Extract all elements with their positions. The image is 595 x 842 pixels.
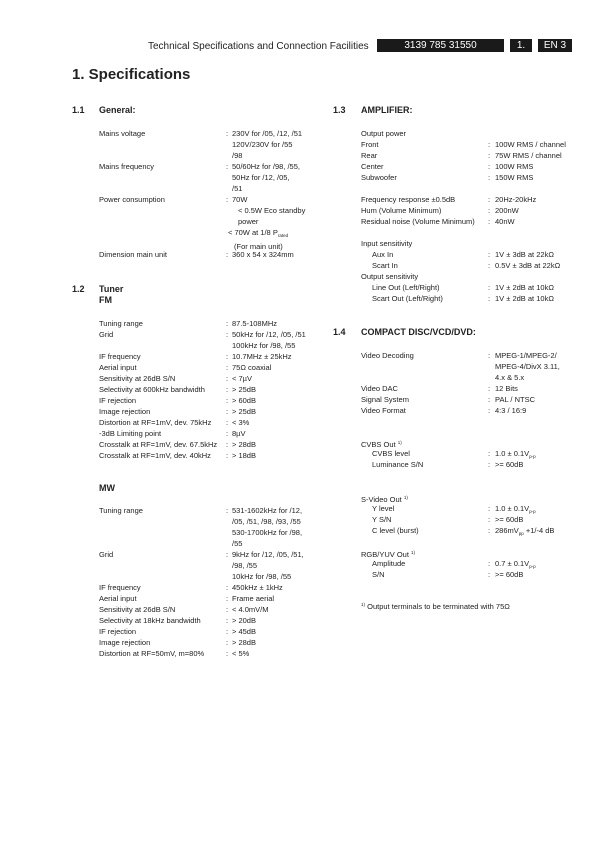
- document-code-badge: 3139 785 31550: [377, 39, 504, 52]
- spec-label: Scart Out (Left/Right): [372, 294, 443, 303]
- colon: :: [488, 449, 491, 458]
- spec-label: IF frequency: [99, 352, 141, 361]
- spec-label: Distortion at RF=1mV, dev. 75kHz: [99, 418, 212, 427]
- spec-label: Center: [361, 162, 384, 171]
- spec-label: -3dB Limiting point: [99, 429, 162, 438]
- subsection-title-fm: FM: [99, 295, 112, 305]
- spec-label: Video Format: [361, 406, 406, 415]
- colon: :: [488, 173, 491, 182]
- colon: :: [488, 384, 491, 393]
- colon: :: [488, 195, 491, 204]
- spec-value: < 5%: [232, 649, 250, 658]
- spec-value: 230V for /05, /12, /51 120V/230V for /55 /98: [232, 129, 303, 160]
- spec-value: 1V ± 2dB at 10kΩ: [495, 283, 554, 292]
- spec-value: >= 60dB: [495, 515, 524, 524]
- spec-value: 4:3 / 16:9: [495, 406, 527, 415]
- group-label-cvbs-out: CVBS Out $^{1)}$: [361, 440, 402, 449]
- spec-value: > 28dB: [232, 638, 256, 647]
- spec-value: < 3%: [232, 418, 250, 427]
- spec-value: > 20dB: [232, 616, 256, 625]
- spec-value: > 28dB: [232, 440, 256, 449]
- spec-value: 75Ω coaxial: [232, 363, 272, 372]
- colon: :: [488, 559, 491, 568]
- spec-value: 10.7MHz ± 25kHz: [232, 352, 292, 361]
- colon: :: [488, 283, 491, 292]
- group-label-output-sensitivity: Output sensitivity: [361, 272, 419, 281]
- spec-label: Video DAC: [361, 384, 398, 393]
- header-title: Technical Specifications and Connection Facilities: [148, 41, 369, 52]
- colon: :: [488, 460, 491, 469]
- colon: :: [226, 162, 229, 171]
- spec-value: 200nW: [495, 206, 519, 215]
- colon: :: [226, 429, 229, 438]
- spec-label: Aerial input: [99, 594, 137, 603]
- colon: :: [488, 351, 491, 360]
- colon: :: [226, 627, 229, 636]
- spec-value: 360 x 54 x 324mm: [232, 250, 294, 259]
- colon: :: [226, 440, 229, 449]
- footnote: $^{1)}$ Output terminals to be terminated with 75Ω: [361, 602, 510, 611]
- spec-value: 50/60Hz for /98, /55, 50Hz for /12, /05, /51: [232, 162, 300, 193]
- spec-label: Scart In: [372, 261, 398, 270]
- subsection-title-mw: MW: [99, 483, 115, 493]
- spec-label: Power consumption: [99, 195, 165, 204]
- spec-label: Luminance S/N: [372, 460, 424, 469]
- spec-value: 75W RMS / channel: [495, 151, 562, 160]
- colon: :: [488, 162, 491, 171]
- spec-label: Tuning range: [99, 506, 143, 515]
- chapter-badge: 1.: [510, 39, 532, 52]
- colon: :: [226, 550, 229, 559]
- colon: :: [488, 261, 491, 270]
- colon: :: [488, 526, 491, 535]
- spec-label: Image rejection: [99, 407, 151, 416]
- group-label-input-sensitivity: Input sensitivity: [361, 239, 413, 248]
- colon: :: [488, 504, 491, 513]
- colon: :: [226, 506, 229, 515]
- spec-label: Residual noise (Volume Minimum): [361, 217, 475, 226]
- colon: :: [226, 250, 229, 259]
- colon: :: [488, 151, 491, 160]
- spec-value: > 25dB: [232, 407, 256, 416]
- section-number-tuner: 1.2: [72, 284, 85, 294]
- spec-label: Dimension main unit: [99, 250, 167, 259]
- spec-value: $1.0 \pm 0.1V_{p-p}$: [495, 504, 536, 514]
- colon: :: [226, 129, 229, 138]
- colon: :: [488, 217, 491, 226]
- colon: :: [488, 406, 491, 415]
- section-number-disc: 1.4: [333, 327, 346, 337]
- colon: :: [226, 418, 229, 427]
- colon: :: [488, 570, 491, 579]
- colon: :: [488, 515, 491, 524]
- spec-value: $0.7 \pm 0.1V_{p-p}$: [495, 559, 536, 569]
- spec-value: PAL / NTSC: [495, 395, 536, 404]
- language-badge: EN 3: [538, 39, 572, 52]
- spec-label: Y S/N: [372, 515, 392, 524]
- colon: :: [226, 363, 229, 372]
- spec-value: $1.0 \pm 0.1V_{p-p}$: [495, 449, 536, 459]
- spec-value: 20Hz-20kHz: [495, 195, 537, 204]
- spec-label: Selectivity at 600kHz bandwidth: [99, 385, 205, 394]
- spec-value: 50kHz for /12, /05, /51 100kHz for /98, /55: [232, 330, 306, 350]
- spec-value: > 60dB: [232, 396, 256, 405]
- spec-value: > 18dB: [232, 451, 256, 460]
- colon: :: [488, 140, 491, 149]
- spec-label: Selectivity at 18kHz bandwidth: [99, 616, 201, 625]
- spec-label: C level (burst): [372, 526, 419, 535]
- spec-label: Line Out (Left/Right): [372, 283, 440, 292]
- spec-value: 531-1602kHz for /12, /05, /51, /98, /93, /55 530-1700kHz for /98, /55: [232, 506, 303, 548]
- colon: :: [226, 638, 229, 647]
- spec-value: 40nW: [495, 217, 515, 226]
- spec-value: 150W RMS: [495, 173, 534, 182]
- spec-value: > 45dB: [232, 627, 256, 636]
- spec-label: Rear: [361, 151, 378, 160]
- section-title-tuner: Tuner: [99, 284, 124, 294]
- section-title-general: General:: [99, 105, 136, 115]
- colon: :: [488, 250, 491, 259]
- section-title-disc: COMPACT DISC/VCD/DVD:: [361, 327, 476, 337]
- spec-label: Image rejection: [99, 638, 151, 647]
- spec-value: < 4.0mV/M: [232, 605, 269, 614]
- spec-label: CVBS level: [372, 449, 410, 458]
- colon: :: [226, 374, 229, 383]
- colon: :: [226, 605, 229, 614]
- spec-value: 1V ± 2dB at 10kΩ: [495, 294, 554, 303]
- colon: :: [226, 352, 229, 361]
- spec-label: Sensitivity at 26dB S/N: [99, 374, 176, 383]
- spec-value: 9kHz for /12, /05, /51, /98, /55 10kHz for /98, /55: [232, 550, 304, 581]
- colon: :: [226, 649, 229, 658]
- spec-label: S/N: [372, 570, 385, 579]
- spec-value: < 7µV: [232, 374, 252, 383]
- spec-label: Grid: [99, 330, 114, 339]
- colon: :: [226, 407, 229, 416]
- spec-value: 100W RMS / channel: [495, 140, 566, 149]
- group-label-svideo-out: S-Video Out $^{1)}$: [361, 495, 408, 504]
- section-title-amplifier: AMPLIFIER:: [361, 105, 413, 115]
- section-number-general: 1.1: [72, 105, 85, 115]
- spec-label: Mains voltage: [99, 129, 146, 138]
- spec-value: 450kHz ± 1kHz: [232, 583, 283, 592]
- colon: :: [226, 616, 229, 625]
- spec-label: IF rejection: [99, 627, 137, 636]
- spec-label: Frequency response ±0.5dB: [361, 195, 456, 204]
- spec-label: Hum (Volume Minimum): [361, 206, 442, 215]
- spec-value: Frame aerial: [232, 594, 275, 603]
- group-label-rgb-out: RGB/YUV Out $^{1)}$: [361, 550, 416, 559]
- spec-value: 0.5V ± 3dB at 22kΩ: [495, 261, 561, 270]
- spec-value: 12 Bits: [495, 384, 518, 393]
- spec-label: IF rejection: [99, 396, 137, 405]
- spec-value: >= 60dB: [495, 460, 524, 469]
- section-number-amplifier: 1.3: [333, 105, 346, 115]
- spec-value: $286mV_{pp} +1/-4$ dB: [495, 526, 555, 536]
- spec-value: 70W < 0.5W Eco standby power < 70W at 1/8 $P_{rated}$ (For main unit): [228, 195, 306, 251]
- spec-value: > 25dB: [232, 385, 256, 394]
- spec-label: Mains frequency: [99, 162, 155, 171]
- spec-value: 87.5-108MHz: [232, 319, 278, 328]
- colon: :: [226, 195, 229, 204]
- spec-label: Aerial input: [99, 363, 137, 372]
- colon: :: [226, 451, 229, 460]
- colon: :: [226, 594, 229, 603]
- spec-label: Y level: [372, 504, 395, 513]
- colon: :: [488, 206, 491, 215]
- spec-value: 1V ± 3dB at 22kΩ: [495, 250, 554, 259]
- spec-value: MPEG-1/MPEG-2/ MPEG-4/DivX 3.11, 4.x & 5.x: [495, 351, 560, 382]
- page-title: 1. Specifications: [72, 66, 191, 83]
- colon: :: [226, 583, 229, 592]
- spec-value: >= 60dB: [495, 570, 524, 579]
- colon: :: [226, 396, 229, 405]
- spec-label: Subwoofer: [361, 173, 397, 182]
- colon: :: [226, 385, 229, 394]
- spec-label: Aux In: [372, 250, 394, 259]
- spec-label: IF frequency: [99, 583, 141, 592]
- spec-label: Signal System: [361, 395, 409, 404]
- spec-label: Grid: [99, 550, 114, 559]
- spec-label: Tuning range: [99, 319, 143, 328]
- spec-label: Sensitivity at 26dB S/N: [99, 605, 176, 614]
- spec-value: 100W RMS: [495, 162, 534, 171]
- spec-label: Crosstalk at RF=1mV, dev. 40kHz: [99, 451, 211, 460]
- group-label-output-power: Output power: [361, 129, 407, 138]
- spec-value: 8µV: [232, 429, 246, 438]
- spec-label: Distortion at RF=50mV, m=80%: [99, 649, 205, 658]
- spec-label: Video Decoding: [361, 351, 414, 360]
- colon: :: [488, 294, 491, 303]
- colon: :: [488, 395, 491, 404]
- colon: :: [226, 319, 229, 328]
- colon: :: [226, 330, 229, 339]
- spec-label: Amplitude: [372, 559, 406, 568]
- spec-label: Front: [361, 140, 379, 149]
- spec-label: Crosstalk at RF=1mV, dev. 67.5kHz: [99, 440, 218, 449]
